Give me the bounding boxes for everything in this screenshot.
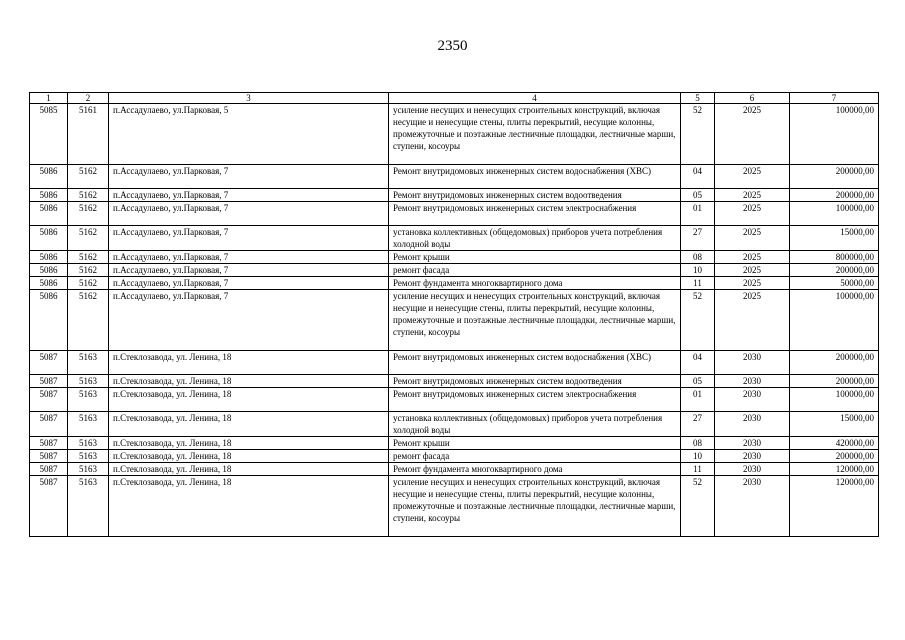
- cell-work-type: Ремонт крыши: [389, 437, 681, 450]
- table-row: [30, 104, 879, 165]
- cell-record-no: 5086: [30, 202, 68, 226]
- cell-year: 2025: [715, 202, 790, 226]
- cell-address: п.Ассадулаево, ул.Парковая, 7: [109, 202, 389, 226]
- cell-year: 2025: [715, 104, 790, 165]
- table-row: [30, 437, 879, 450]
- cell-house-id: 5163: [68, 375, 109, 388]
- cell-year: 2030: [715, 463, 790, 476]
- cell-record-no: 5086: [30, 165, 68, 189]
- cell-address: п.Ассадулаево, ул.Парковая, 5: [109, 104, 389, 165]
- cell-amount: 100000,00: [790, 388, 879, 412]
- column-header-1: 1: [30, 93, 68, 104]
- table-row: [30, 450, 879, 463]
- cell-work-type: Ремонт фундамента многоквартирного дома: [389, 463, 681, 476]
- cell-year: 2025: [715, 264, 790, 277]
- cell-record-no: 5086: [30, 226, 68, 251]
- cell-year: 2030: [715, 412, 790, 437]
- cell-amount: 100000,00: [790, 290, 879, 351]
- cell-record-no: 5087: [30, 476, 68, 537]
- cell-work-code: 08: [681, 251, 715, 264]
- table-row: [30, 375, 879, 388]
- cell-work-type: Ремонт внутридомовых инженерных систем электроснабжения: [389, 202, 681, 226]
- cell-house-id: 5162: [68, 165, 109, 189]
- cell-amount: 200000,00: [790, 375, 879, 388]
- cell-house-id: 5162: [68, 189, 109, 202]
- column-header-6: 6: [715, 93, 790, 104]
- cell-record-no: 5087: [30, 388, 68, 412]
- cell-address: п.Ассадулаево, ул.Парковая, 7: [109, 189, 389, 202]
- cell-address: п.Стеклозавода, ул. Ленина, 18: [109, 388, 389, 412]
- table-row: [30, 290, 879, 351]
- cell-address: п.Стеклозавода, ул. Ленина, 18: [109, 463, 389, 476]
- cell-address: п.Стеклозавода, ул. Ленина, 18: [109, 412, 389, 437]
- table-body: [30, 104, 879, 537]
- table-row: [30, 264, 879, 277]
- cell-house-id: 5162: [68, 226, 109, 251]
- cell-address: п.Стеклозавода, ул. Ленина, 18: [109, 476, 389, 537]
- cell-work-code: 05: [681, 375, 715, 388]
- table-row: [30, 351, 879, 375]
- cell-year: 2030: [715, 351, 790, 375]
- cell-year: 2030: [715, 375, 790, 388]
- cell-year: 2025: [715, 251, 790, 264]
- cell-year: 2025: [715, 226, 790, 251]
- cell-work-code: 04: [681, 165, 715, 189]
- cell-record-no: 5086: [30, 251, 68, 264]
- header-row: [30, 93, 879, 104]
- cell-address: п.Стеклозавода, ул. Ленина, 18: [109, 375, 389, 388]
- cell-amount: 200000,00: [790, 165, 879, 189]
- cell-record-no: 5087: [30, 351, 68, 375]
- cell-work-code: 04: [681, 351, 715, 375]
- cell-amount: 15000,00: [790, 226, 879, 251]
- cell-work-code: 11: [681, 277, 715, 290]
- cell-address: п.Ассадулаево, ул.Парковая, 7: [109, 251, 389, 264]
- table-row: [30, 202, 879, 226]
- cell-house-id: 5162: [68, 277, 109, 290]
- cell-work-code: 27: [681, 412, 715, 437]
- cell-work-type: усиление несущих и ненесущих строительных конструкций, включая несущие и ненесущие стены, плиты перекрытий, несущие колонны, промежуточные и поэтажные лестничные площадки, лестничные марши, ступени, косоуры: [389, 290, 681, 351]
- cell-amount: 420000,00: [790, 437, 879, 450]
- cell-record-no: 5086: [30, 264, 68, 277]
- column-header-4: 4: [389, 93, 681, 104]
- cell-house-id: 5163: [68, 351, 109, 375]
- table-row: [30, 189, 879, 202]
- column-header-2: 2: [68, 93, 109, 104]
- cell-record-no: 5087: [30, 450, 68, 463]
- cell-work-type: Ремонт внутридомовых инженерных систем водоснабжения (ХВС): [389, 165, 681, 189]
- cell-address: п.Ассадулаево, ул.Парковая, 7: [109, 277, 389, 290]
- cell-work-type: ремонт фасада: [389, 450, 681, 463]
- cell-year: 2030: [715, 450, 790, 463]
- table-row: [30, 165, 879, 189]
- cell-work-code: 27: [681, 226, 715, 251]
- cell-year: 2025: [715, 189, 790, 202]
- cell-work-code: 08: [681, 437, 715, 450]
- page-number: 2350: [437, 38, 468, 54]
- cell-work-type: Ремонт внутридомовых инженерных систем электроснабжения: [389, 388, 681, 412]
- cell-house-id: 5163: [68, 388, 109, 412]
- table-row: [30, 476, 879, 537]
- cell-work-type: установка коллективных (общедомовых) приборов учета потребления холодной воды: [389, 412, 681, 437]
- cell-record-no: 5087: [30, 437, 68, 450]
- table-row: [30, 226, 879, 251]
- cell-work-code: 52: [681, 104, 715, 165]
- cell-work-code: 52: [681, 476, 715, 537]
- cell-work-code: 11: [681, 463, 715, 476]
- cell-year: 2025: [715, 290, 790, 351]
- repair-schedule-table: [29, 92, 879, 537]
- cell-amount: 15000,00: [790, 412, 879, 437]
- cell-record-no: 5085: [30, 104, 68, 165]
- cell-amount: 120000,00: [790, 463, 879, 476]
- cell-work-code: 10: [681, 264, 715, 277]
- cell-address: п.Стеклозавода, ул. Ленина, 18: [109, 351, 389, 375]
- cell-amount: 200000,00: [790, 189, 879, 202]
- cell-work-type: Ремонт внутридомовых инженерных систем водоотведения: [389, 375, 681, 388]
- cell-address: п.Ассадулаево, ул.Парковая, 7: [109, 264, 389, 277]
- cell-work-code: 05: [681, 189, 715, 202]
- column-header-3: 3: [109, 93, 389, 104]
- cell-house-id: 5163: [68, 437, 109, 450]
- cell-address: п.Ассадулаево, ул.Парковая, 7: [109, 165, 389, 189]
- cell-house-id: 5161: [68, 104, 109, 165]
- table-row: [30, 251, 879, 264]
- table-row: [30, 277, 879, 290]
- cell-work-code: 01: [681, 202, 715, 226]
- table-row: [30, 463, 879, 476]
- cell-work-type: усиление несущих и ненесущих строительных конструкций, включая несущие и ненесущие стены, плиты перекрытий, несущие колонны, промежуточные и поэтажные лестничные площадки, лестничные марши, ступени, косоуры: [389, 104, 681, 165]
- cell-address: п.Ассадулаево, ул.Парковая, 7: [109, 290, 389, 351]
- cell-year: 2030: [715, 388, 790, 412]
- cell-work-type: Ремонт внутридомовых инженерных систем водоотведения: [389, 189, 681, 202]
- table-row: [30, 412, 879, 437]
- cell-work-type: установка коллективных (общедомовых) приборов учета потребления холодной воды: [389, 226, 681, 251]
- cell-record-no: 5087: [30, 375, 68, 388]
- cell-record-no: 5087: [30, 412, 68, 437]
- cell-house-id: 5162: [68, 264, 109, 277]
- cell-year: 2025: [715, 277, 790, 290]
- cell-work-code: 52: [681, 290, 715, 351]
- cell-house-id: 5163: [68, 450, 109, 463]
- column-header-5: 5: [681, 93, 715, 104]
- cell-work-type: Ремонт крыши: [389, 251, 681, 264]
- cell-amount: 800000,00: [790, 251, 879, 264]
- cell-amount: 100000,00: [790, 104, 879, 165]
- cell-house-id: 5162: [68, 290, 109, 351]
- cell-work-code: 01: [681, 388, 715, 412]
- cell-address: п.Стеклозавода, ул. Ленина, 18: [109, 437, 389, 450]
- cell-house-id: 5163: [68, 463, 109, 476]
- cell-amount: 200000,00: [790, 351, 879, 375]
- cell-year: 2030: [715, 476, 790, 537]
- table-header: [30, 93, 879, 104]
- cell-record-no: 5086: [30, 290, 68, 351]
- cell-house-id: 5162: [68, 202, 109, 226]
- cell-record-no: 5087: [30, 463, 68, 476]
- cell-amount: 200000,00: [790, 264, 879, 277]
- cell-work-type: Ремонт внутридомовых инженерных систем водоснабжения (ХВС): [389, 351, 681, 375]
- cell-amount: 200000,00: [790, 450, 879, 463]
- cell-amount: 100000,00: [790, 202, 879, 226]
- cell-work-code: 10: [681, 450, 715, 463]
- table-row: [30, 388, 879, 412]
- cell-amount: 120000,00: [790, 476, 879, 537]
- cell-address: п.Стеклозавода, ул. Ленина, 18: [109, 450, 389, 463]
- cell-house-id: 5162: [68, 251, 109, 264]
- cell-work-type: усиление несущих и ненесущих строительных конструкций, включая несущие и ненесущие стены, плиты перекрытий, несущие колонны, промежуточные и поэтажные лестничные площадки, лестничные марши, ступени, косоуры: [389, 476, 681, 537]
- cell-record-no: 5086: [30, 189, 68, 202]
- column-header-7: 7: [790, 93, 879, 104]
- cell-house-id: 5163: [68, 476, 109, 537]
- cell-work-type: ремонт фасада: [389, 264, 681, 277]
- cell-record-no: 5086: [30, 277, 68, 290]
- cell-year: 2030: [715, 437, 790, 450]
- cell-address: п.Ассадулаево, ул.Парковая, 7: [109, 226, 389, 251]
- cell-work-type: Ремонт фундамента многоквартирного дома: [389, 277, 681, 290]
- cell-year: 2025: [715, 165, 790, 189]
- cell-amount: 50000,00: [790, 277, 879, 290]
- cell-house-id: 5163: [68, 412, 109, 437]
